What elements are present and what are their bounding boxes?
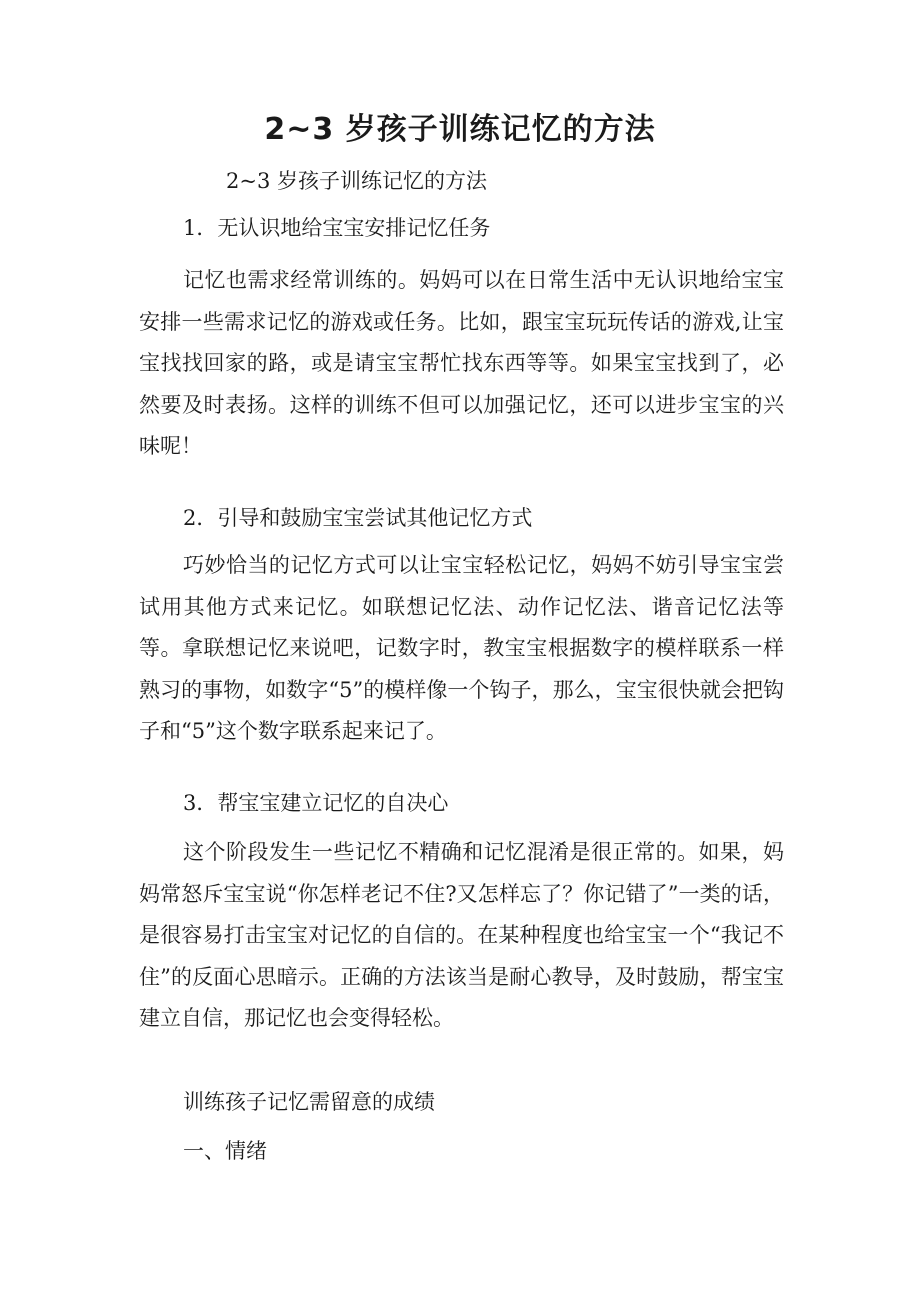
section-1-body: 记忆也需求经常训练的。妈妈可以在日常生活中无认识地给宝宝安排一些需求记忆的游戏或任务。比如，跟宝宝玩玩传话的游戏,让宝宝找找回家的路，或是请宝宝帮忙找东西等等。如果宝宝找到了，必然要及时表扬。这样的训练不但可以加强记忆，还可以进步宝宝的兴味呢！ xyxy=(139,268,784,458)
closing-subheading: 一、情绪 xyxy=(183,1139,267,1163)
section-1-heading: 1．无认识地给宝宝安排记忆任务 xyxy=(183,216,491,240)
section-3-heading: 3．帮宝宝建立记忆的自决心 xyxy=(183,791,449,815)
section-2-body: 巧妙恰当的记忆方式可以让宝宝轻松记忆，妈妈不妨引导宝宝尝试用其他方式来记忆。如联想记忆法、动作记忆法、谐音记忆法等等。拿联想记忆来说吧，记数字时，教宝宝根据数字的模样联系一样熟习的事物，如数字“5”的模样像一个钩子，那么，宝宝很快就会把钩子和“5”这个数字联系起来记了。 xyxy=(139,553,784,743)
subtitle: 2~3 岁孩子训练记忆的方法 xyxy=(226,169,487,193)
section-2-heading: 2．引导和鼓励宝宝尝试其他记忆方式 xyxy=(183,506,533,530)
closing-heading: 训练孩子记忆需留意的成绩 xyxy=(183,1090,435,1114)
page-title: 2~3 岁孩子训练记忆的方法 xyxy=(264,112,656,147)
section-3-body: 这个阶段发生一些记忆不精确和记忆混淆是很正常的。如果，妈妈常怒斥宝宝说“你怎样老记不住?又怎样忘了？你记错了”一类的话，是很容易打击宝宝对记忆的自信的。在某种程度也给宝宝一个“我记不住”的反面心思暗示。正确的方法该当是耐心教导，及时鼓励，帮宝宝建立自信，那记忆也会变得轻松。 xyxy=(139,840,784,1030)
